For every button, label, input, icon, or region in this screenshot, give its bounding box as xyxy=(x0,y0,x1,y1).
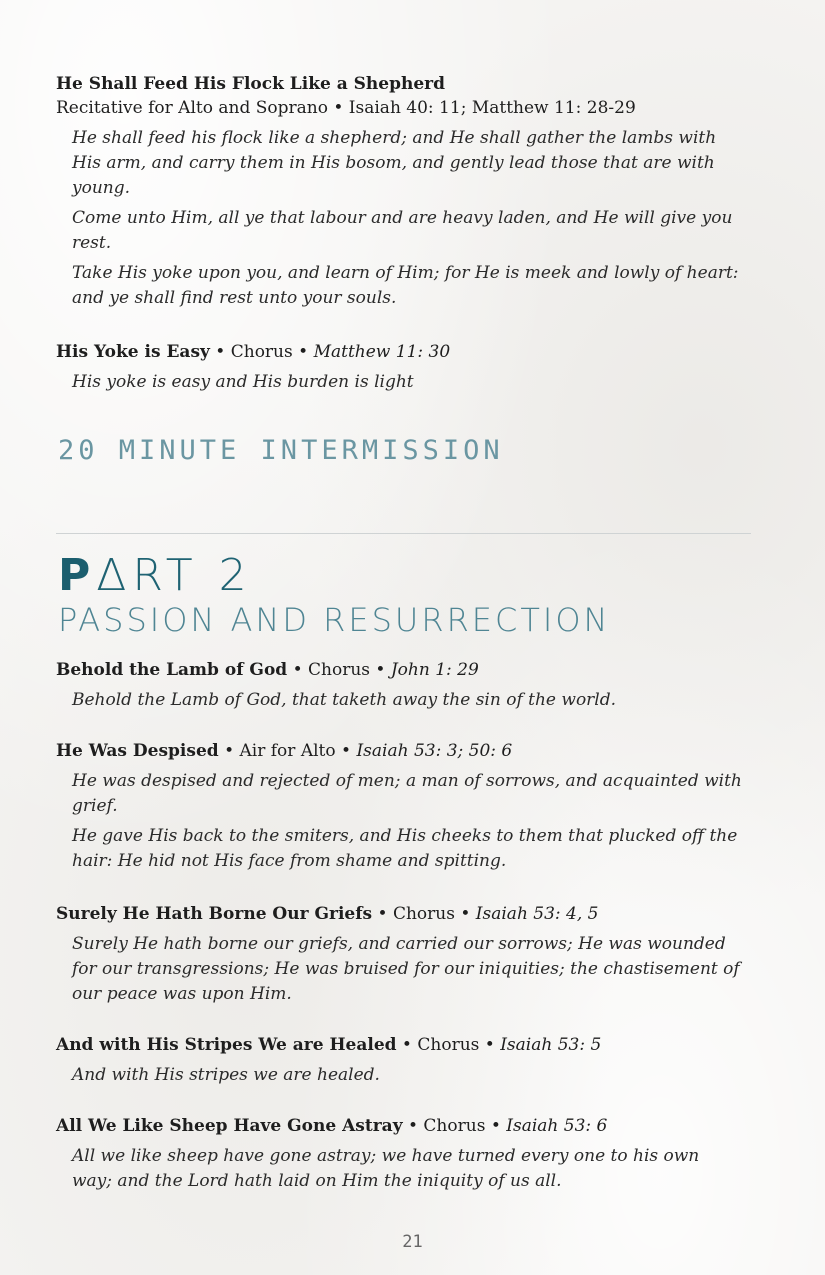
separator: • xyxy=(335,741,357,761)
part-title xyxy=(58,552,253,600)
entry-lyrics xyxy=(72,1063,742,1088)
lyric-line: Come unto Him, all ye that labour and are heavy laden, and He will give you rest. xyxy=(72,208,733,253)
program-entry-he-shall-feed xyxy=(56,72,756,316)
separator: • xyxy=(372,904,393,924)
entry-type: Recitative for Alto and Soprano xyxy=(56,98,328,118)
entry-reference: Isaiah 53: 5 xyxy=(500,1035,602,1055)
entry-type: Chorus xyxy=(308,660,371,680)
separator: • xyxy=(479,1035,501,1055)
separator: • xyxy=(287,660,309,680)
section-divider xyxy=(56,533,751,534)
separator: • xyxy=(292,342,314,362)
intermission-label: 20 MINUTE INTERMISSION xyxy=(58,435,504,466)
program-entry-surely-he-hath-borne xyxy=(56,902,756,1012)
entry-lyrics xyxy=(72,932,742,1007)
entry-subtitle xyxy=(56,96,756,120)
entry-title: He Shall Feed His Flock Like a Shepherd xyxy=(56,74,445,94)
part-title-rest: ΔRT 2 xyxy=(96,550,253,601)
separator: • xyxy=(485,1116,507,1136)
entry-heading xyxy=(56,658,756,682)
entry-reference: Isaiah 40: 11; Matthew 11: 28-29 xyxy=(348,98,636,118)
entry-title: His Yoke is Easy xyxy=(56,342,210,362)
entry-lyrics xyxy=(72,769,742,874)
lyric-line: Behold the Lamb of God, that taketh away the sin of the world. xyxy=(72,690,617,710)
separator: • xyxy=(218,741,240,761)
entry-reference: Isaiah 53: 4, 5 xyxy=(475,904,599,924)
entry-lyrics xyxy=(72,1144,742,1194)
lyric-line: Surely He hath borne our griefs, and carried our sorrows; He was wounded for our transgressions; He was bruised for our iniquities; the chastisement of our peace was upon Him. xyxy=(72,934,740,1004)
entry-heading xyxy=(56,72,756,120)
lyric-line: Take His yoke upon you, and learn of Him; for He is meek and lowly of heart: and ye shall find rest unto your souls. xyxy=(72,263,739,308)
entry-reference: Matthew 11: 30 xyxy=(313,342,451,362)
program-entry-all-we-like-sheep xyxy=(56,1114,756,1199)
lyric-line: His yoke is easy and His burden is light xyxy=(72,372,414,392)
entry-reference: Isaiah 53: 6 xyxy=(506,1116,608,1136)
separator: • xyxy=(370,660,391,680)
entry-lyrics xyxy=(72,370,742,395)
lyric-line: All we like sheep have gone astray; we have turned every one to his own way; and the Lord hath laid on Him the iniquity of us all. xyxy=(72,1146,700,1191)
entry-type: Chorus xyxy=(417,1035,480,1055)
entry-title: Surely He Hath Borne Our Griefs xyxy=(56,904,373,924)
lyric-line: And with His stripes we are healed. xyxy=(72,1065,380,1085)
part-subtitle: PASSION AND RESURRECTION xyxy=(58,601,611,639)
entry-heading xyxy=(56,1114,756,1138)
entry-heading xyxy=(56,1033,756,1057)
part-title-lead: P xyxy=(58,550,97,601)
separator: • xyxy=(402,1116,424,1136)
separator: • xyxy=(209,342,231,362)
entry-heading xyxy=(56,902,756,926)
program-entry-his-yoke xyxy=(56,340,756,400)
separator: • xyxy=(327,98,349,118)
program-entry-he-was-despised xyxy=(56,739,756,879)
entry-title: All We Like Sheep Have Gone Astray xyxy=(56,1116,403,1136)
entry-type: Chorus xyxy=(230,342,293,362)
lyric-line: He was despised and rejected of men; a man of sorrows, and acquainted with grief. xyxy=(72,771,742,816)
separator: • xyxy=(454,904,476,924)
lyric-line: He shall feed his flock like a shepherd; and He shall gather the lambs with His arm, and carry them in His bosom, and gently lead those that are with young. xyxy=(72,128,717,198)
entry-type: Chorus xyxy=(392,904,455,924)
program-entry-behold-the-lamb xyxy=(56,658,756,718)
entry-reference: Isaiah 53: 3; 50: 6 xyxy=(356,741,513,761)
entry-title: He Was Despised xyxy=(56,741,219,761)
entry-lyrics xyxy=(72,126,742,311)
entry-type: Chorus xyxy=(423,1116,486,1136)
program-entry-with-his-stripes xyxy=(56,1033,756,1093)
entry-reference: John 1: 29 xyxy=(390,660,479,680)
entry-title: And with His Stripes We are Healed xyxy=(56,1035,397,1055)
page-number: 21 xyxy=(402,1232,423,1252)
lyric-line: He gave His back to the smiters, and His cheeks to them that plucked off the hair: He hid not His face from shame and spitting. xyxy=(72,826,738,871)
separator: • xyxy=(396,1035,418,1055)
entry-lyrics xyxy=(72,688,742,713)
entry-heading xyxy=(56,739,756,763)
entry-heading xyxy=(56,340,756,364)
entry-title: Behold the Lamb of God xyxy=(56,660,288,680)
entry-type: Air for Alto xyxy=(239,741,336,761)
